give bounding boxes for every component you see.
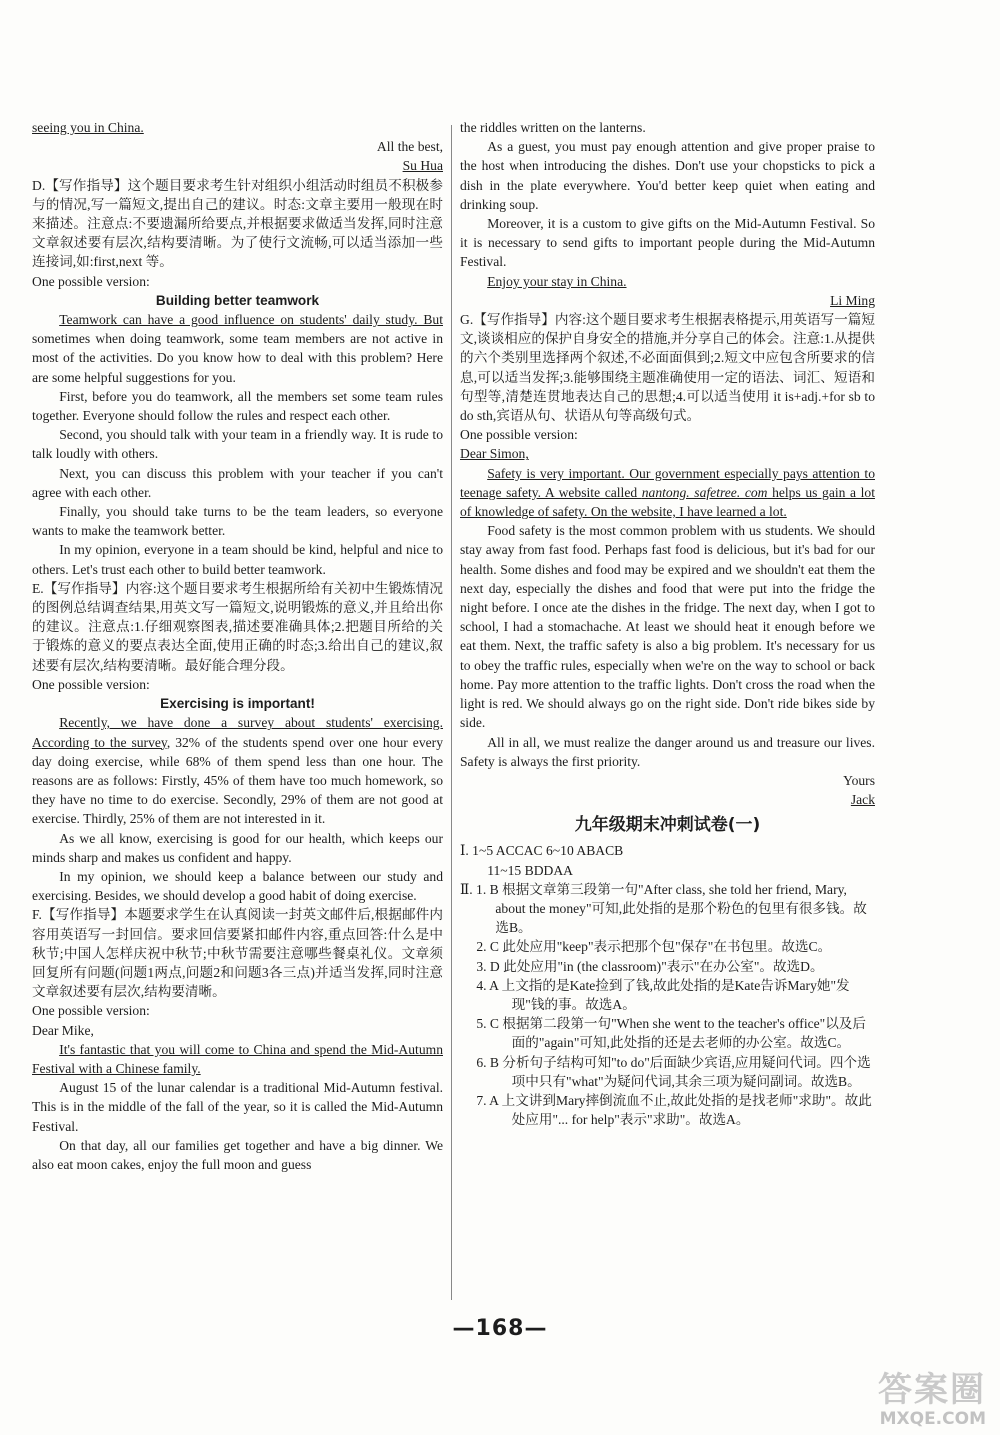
answer-item: 3. D 此处应用"in (the classroom)"表示"在办公室"。故选D。 — [476, 958, 824, 974]
writing-guide-g: G.【写作指导】内容:这个题目要求考生根据表格提示,用英语写一篇短文,谈谈相应的保护自身安全的措施,并分享自己的体会。注意:1.从提供的六个类别里选择两个叙述,不必面面俱到;2.短文中应包含所要求的信息,可以适当发挥;3.能够围绕主题准确使用一定的语法、词汇、短语和句型等,清楚连贯地表达自己的思想;4.可以适当使用 it is+adj.+for sb to do sth,宾语从句、状语从句等高级句式。 — [460, 312, 875, 424]
essay-paragraph: As a guest, you must pay enough attention and give proper praise to the host when introducing the dishes. Don't use your chopsticks to pick a dish in the plate everywhere. You'd better keep quiet when eating and drinking soup. — [460, 139, 875, 212]
signature-li-ming: Li Ming — [830, 292, 875, 308]
essay-paragraph: Moreover, it is a custom to give gifts on the Mid-Autumn Festival. So it is necessary to send gifts to important people during the Mid-Autumn Festival. — [460, 216, 875, 270]
section-title: 九年级期末冲刺试卷(一) — [574, 815, 761, 836]
essay-paragraph: On that day, all our families get together and have a big dinner. We also eat moon cakes, enjoy the full moon and guess — [32, 1137, 443, 1172]
underlined-opening: It's fantastic that you will come to China and spend the Mid-Autumn Festival with a Chinese family. — [32, 1041, 443, 1076]
answer-item: 5. C 根据第二段第一句"When she went to the teacher's office"以及后面的"again"可知,此处指的还是去老师的办公室。故选C。 — [476, 1016, 866, 1051]
essay-paragraph: August 15 of the lunar calendar is a traditional Mid-Autumn festival. This is in the middle of the fall of the year, so it is called the Mid-Autumn Festival. — [32, 1080, 443, 1134]
version-label: One possible version: — [32, 676, 150, 692]
essay-paragraph: All in all, we must realize the danger around us and treasure our lives. Safety is always the first priority. — [460, 734, 875, 769]
essay-paragraph: Recently, we have done a survey about students' exercising. According to the survey, 32% of the students spend over one hour every day doing exercise, while 68% of them spend less than one hour. The reasons are as follows: Firstly, 45% of them have too much homework, so they have no time to do exercise. Secondly, 29% of them are not good at exercise. Thirdly, 25% of them are not interested in it. — [32, 715, 443, 827]
right-column — [460, 118, 875, 1129]
essay-paragraph: In my opinion, we should keep a balance between our study and exercising. Besides, we should develop a good habit of doing exercise. — [32, 868, 443, 904]
answer-item: Ⅱ. 1. B 根据文章第三段第一句"After class, she told her friend, Mary, about the money"可知,此处指的是那个粉色的包里有很多钱。故选B。 — [460, 881, 867, 936]
essay-paragraph: Next, you can discuss this problem with your teacher if you can't agree with each other. — [32, 465, 443, 500]
writing-guide-e: E.【写作指导】内容:这个题目要求考生根据所给有关初中生锻炼情况的图例总结调查结果,用英文写一篇短文,说明锻炼的意义,并且给出你的建议。注意点:1.仔细观察图表,描述要准确具体;2.把题目所给的关于锻炼的意义的要点表达全面,使用正确的时态;3.给出自己的建议,叙述要有层次,结构要清晰。最好能合理分段。 — [32, 580, 443, 673]
sign-off: Yours — [843, 772, 875, 788]
essay-paragraph: In my opinion, everyone in a team should be kind, helpful and nice to others. Let's trust each other to build better teamwork. — [32, 542, 443, 577]
answer-item: 2. C 此处应用"keep"表示把那个包"保存"在书包里。故选C。 — [476, 939, 832, 955]
underlined-opening: Safety is very important. Our government especially pays attention to teenage safety. A website called nantong. safetree. com helps us gain a lot of knowledge of safety. On the website, I have learned a lot. — [460, 465, 876, 520]
version-label: One possible version: — [32, 1003, 150, 1019]
website-name: nantong. safetree. com — [641, 484, 768, 500]
underlined-sentence: Teamwork can have a good influence on students' daily study. But — [59, 312, 443, 328]
essay-paragraph: Food safety is the most common problem with us students. We should stay away from fast food. Perhaps fast food is delicious, but it's bad for our health. Some dishes and food may be expired and we shouldn't eat them the next day, especially the dishes and food that were put into the fridge the night before. I once ate the dishes in the fridge. The next day, when I got to school, I had a stomachache. At least we should heat it enough before we eat them. Next, the traffic safety is also a big problem. It's necessary for us to obey the traffic rules, especially when we're on the way to school or back home. Pay more attention to the traffic lights. Don't cross the road when the light is red. We should always go on the right side. Don't ride bikes side by side. — [460, 523, 875, 731]
answer-list — [460, 841, 875, 1129]
answer-row: 11~15 BDDAA — [487, 862, 573, 878]
essay-paragraph: Teamwork can have a good influence on students' daily study. But sometimes when doing teamwork, some team members are not active in most of the activities. Do you know how to deal with this problem? Here are some helpful suggestions for you. — [32, 312, 443, 385]
signature-jack: Jack — [850, 792, 875, 808]
salutation: Dear Simon, — [460, 446, 529, 462]
watermark-logo: 答案圈 — [878, 1370, 986, 1410]
watermark-url: MXQE.COM — [879, 1409, 986, 1429]
signature-su-hua: Su Hua — [402, 158, 443, 174]
essay-paragraph: Finally, you should take turns to be the team leaders, so everyone wants to make the teamwork better. — [32, 504, 443, 539]
salutation: Dear Mike, — [32, 1022, 94, 1038]
writing-guide-f: F.【写作指导】本题要求学生在认真阅读一封英文邮件后,根据邮件内容用英语写一封回信。要求回信要紧扣邮件内容,重点回答:什么是中秋节;中国人怎样庆祝中秋节;中秋节需要注意哪些餐桌礼仪。文章须回复所有问题(问题1两点,问题2和问题3各三点)并适当发挥,同时注意文章叙述要有层次,结构要清晰。 — [32, 907, 443, 1000]
version-label: One possible version: — [32, 273, 150, 289]
essay-paragraph: Second, you should talk with your team in a friendly way. It is rude to talk loudly with others. — [32, 427, 443, 462]
answer-item: 6. B 分析句子结构可知"to do"后面缺少宾语,应用疑问代词。四个选项中只有"what"为疑问代词,其余三项为疑问副词。故选B。 — [476, 1054, 871, 1089]
answer-row: Ⅰ. 1~5 ACCAC 6~10 ABACB — [460, 843, 624, 859]
left-column — [32, 118, 443, 1174]
writing-guide-d: D.【写作指导】这个题目要求考生针对组织小组活动时组员不积极参与的情况,写一篇短文,提出自己的建议。时态:文章主要用一般现在时来描述。注意点:不要遗漏所给要点,并根据要求做适当发挥,同时注意文章叙述要有层次,结构要清晰。为了使行文流畅,可以适当添加一些连接词,如:first,next 等。 — [32, 177, 443, 270]
essay-title-teamwork: Building better teamwork — [155, 292, 320, 308]
underlined-sentence: Recently, we have done a survey about students' exercising. According to the survey, — [32, 715, 443, 750]
column-divider — [451, 125, 452, 1300]
answer-item: 7. A 上文讲到Mary摔倒流血不止,故此处指的是找老师"求助"。故此处应用"... for help"表示"求助"。故选A。 — [476, 1092, 872, 1128]
page-number: —168— — [452, 1316, 548, 1341]
essay-title-exercising: Exercising is important! — [160, 696, 315, 712]
answer-item: 4. A 上文指的是Kate捡到了钱,故此处指的是Kate告诉Mary她"发现"钱的事。故选A。 — [476, 977, 850, 1012]
essay-paragraph: As we all know, exercising is good for our health, which keeps our minds sharp and makes us confident and happy. — [32, 830, 443, 865]
essay-paragraph: First, before you do teamwork, all the members set some team rules together. Everyone should follow the rules and respect each other. — [32, 388, 443, 424]
underlined-closing: Enjoy your stay in China. — [487, 273, 627, 289]
letter-closing-line: seeing you in China. — [32, 120, 144, 135]
essay-paragraph: the riddles written on the lanterns. — [460, 120, 646, 135]
sign-off: All the best, — [376, 139, 443, 155]
version-label: One possible version: — [460, 427, 578, 443]
